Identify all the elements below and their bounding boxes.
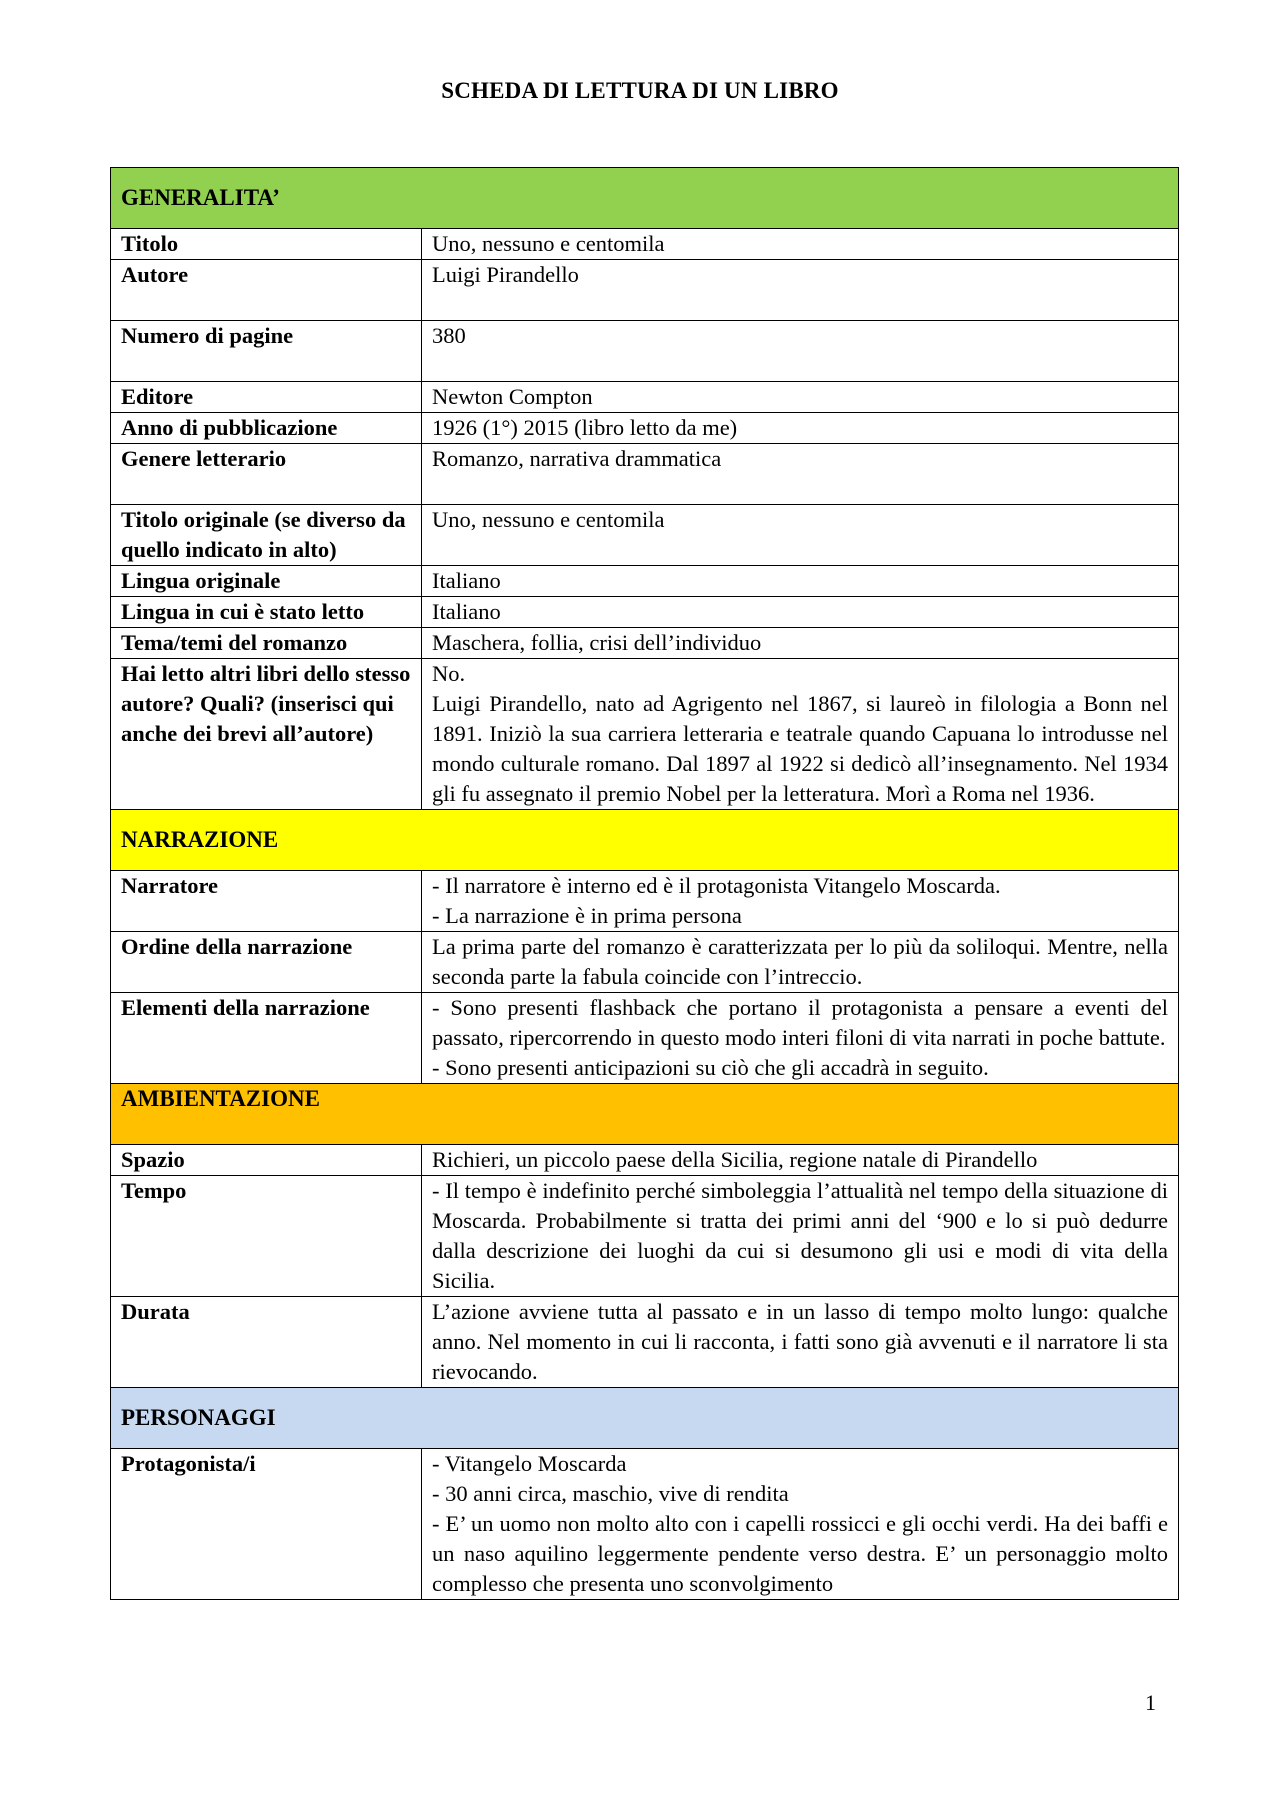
reading-sheet-table — [110, 167, 1179, 1600]
value-lingua-letto: Italiano — [422, 597, 1179, 628]
label-elementi-narrazione: Elementi della narrazione — [111, 993, 422, 1084]
row-anno-pubblicazione — [111, 413, 1179, 444]
label-editore: Editore — [111, 382, 422, 413]
page-number: 1 — [1145, 1690, 1156, 1715]
protagonista-line-1: - Vitangelo Moscarda — [432, 1451, 627, 1476]
label-genere-letterario: Genere letterario — [111, 444, 422, 505]
value-genere-letterario: Romanzo, narrativa drammatica — [422, 444, 1179, 505]
page-title: SCHEDA DI LETTURA DI UN LIBRO — [441, 78, 839, 103]
value-anno-pubblicazione: 1926 (1°) 2015 (libro letto da me) — [422, 413, 1179, 444]
narratore-line-2: - La narrazione è in prima persona — [432, 903, 742, 928]
value-lingua-originale: Italiano — [422, 566, 1179, 597]
value-protagonista — [422, 1449, 1179, 1600]
value-narratore — [422, 871, 1179, 932]
label-numero-pagine: Numero di pagine — [111, 321, 422, 382]
row-spazio — [111, 1145, 1179, 1176]
narratore-line-1: - Il narratore è interno ed è il protagonista Vitangelo Moscarda. — [432, 873, 1001, 898]
value-altri-libri — [422, 659, 1179, 810]
label-narratore: Narratore — [111, 871, 422, 932]
value-autore: Luigi Pirandello — [422, 260, 1179, 321]
label-tema: Tema/temi del romanzo — [111, 628, 422, 659]
row-altri-libri — [111, 659, 1179, 810]
value-elementi-narrazione — [422, 993, 1179, 1084]
value-editore: Newton Compton — [422, 382, 1179, 413]
row-genere-letterario — [111, 444, 1179, 505]
row-elementi-narrazione — [111, 993, 1179, 1084]
row-lingua-letto — [111, 597, 1179, 628]
elementi-line-1: - Sono presenti flashback che portano il protagonista a pensare a eventi del passato, ripercorrendo in questo modo interi filoni di vita narrati in poche battute. — [432, 995, 1169, 1050]
section-heading-narrazione: NARRAZIONE — [111, 810, 1179, 871]
section-generalita — [111, 168, 1179, 229]
answer-altri-libri: No. — [432, 661, 466, 686]
value-tema: Maschera, follia, crisi dell’individuo — [422, 628, 1179, 659]
row-tempo — [111, 1176, 1179, 1297]
value-numero-pagine: 380 — [422, 321, 1179, 382]
label-titolo-originale: Titolo originale (se diverso da quello indicato in alto) — [111, 505, 422, 566]
label-autore: Autore — [111, 260, 422, 321]
row-titolo — [111, 229, 1179, 260]
section-personaggi — [111, 1388, 1179, 1449]
label-protagonista: Protagonista/i — [111, 1449, 422, 1600]
row-lingua-originale — [111, 566, 1179, 597]
value-ordine-narrazione: La prima parte del romanzo è caratterizzata per lo più da soliloqui. Mentre, nella seconda parte la fabula coincide con l’intreccio. — [422, 932, 1179, 993]
section-ambientazione — [111, 1084, 1179, 1145]
label-altri-libri: Hai letto altri libri dello stesso autore? Quali? (inserisci qui anche dei brevi all’autore) — [111, 659, 422, 810]
section-heading-generalita: GENERALITA’ — [111, 168, 1179, 229]
section-heading-ambientazione: AMBIENTAZIONE — [111, 1084, 1179, 1145]
label-durata: Durata — [111, 1297, 422, 1388]
value-spazio: Richieri, un piccolo paese della Sicilia, regione natale di Pirandello — [422, 1145, 1179, 1176]
row-narratore — [111, 871, 1179, 932]
value-titolo: Uno, nessuno e centomila — [422, 229, 1179, 260]
row-titolo-originale — [111, 505, 1179, 566]
label-anno-pubblicazione: Anno di pubblicazione — [111, 413, 422, 444]
row-editore — [111, 382, 1179, 413]
value-durata: L’azione avviene tutta al passato e in un lasso di tempo molto lungo: qualche anno. Nel momento in cui li racconta, i fatti sono già avvenuti e il narratore li sta rievocando. — [422, 1297, 1179, 1388]
row-numero-pagine — [111, 321, 1179, 382]
row-durata — [111, 1297, 1179, 1388]
row-tema — [111, 628, 1179, 659]
section-heading-personaggi: PERSONAGGI — [111, 1388, 1179, 1449]
label-spazio: Spazio — [111, 1145, 422, 1176]
label-lingua-originale: Lingua originale — [111, 566, 422, 597]
label-tempo: Tempo — [111, 1176, 422, 1297]
elementi-line-2: - Sono presenti anticipazioni su ciò che gli accadrà in seguito. — [432, 1055, 989, 1080]
label-lingua-letto: Lingua in cui è stato letto — [111, 597, 422, 628]
row-ordine-narrazione — [111, 932, 1179, 993]
label-ordine-narrazione: Ordine della narrazione — [111, 932, 422, 993]
protagonista-line-3: - E’ un uomo non molto alto con i capelli rossicci e gli occhi verdi. Ha dei baffi e un naso aquilino leggermente pendente verso destra. E’ un personaggio molto complesso che presenta uno sconvolgimento — [432, 1511, 1169, 1596]
section-narrazione — [111, 810, 1179, 871]
value-titolo-originale: Uno, nessuno e centomila — [422, 505, 1179, 566]
protagonista-line-2: - 30 anni circa, maschio, vive di rendita — [432, 1481, 789, 1506]
author-bio: Luigi Pirandello, nato ad Agrigento nel 1867, si laureò in filologia a Bonn nel 1891. Iniziò la sua carriera letteraria e teatrale quando Capuana lo introdusse nel mondo culturale romano. Dal 1897 al 1922 si dedicò all’insegnamento. Nel 1934 gli fu assegnato il premio Nobel per la letteratura. Morì a Roma nel 1936. — [432, 691, 1169, 806]
row-protagonista — [111, 1449, 1179, 1600]
row-autore — [111, 260, 1179, 321]
value-tempo: - Il tempo è indefinito perché simboleggia l’attualità nel tempo della situazione di Moscarda. Probabilmente si tratta dei primi anni del ‘900 e lo si può dedurre dalla descrizione dei luoghi da cui si desumono gli usi e modi di vita della Sicilia. — [422, 1176, 1179, 1297]
label-titolo: Titolo — [111, 229, 422, 260]
